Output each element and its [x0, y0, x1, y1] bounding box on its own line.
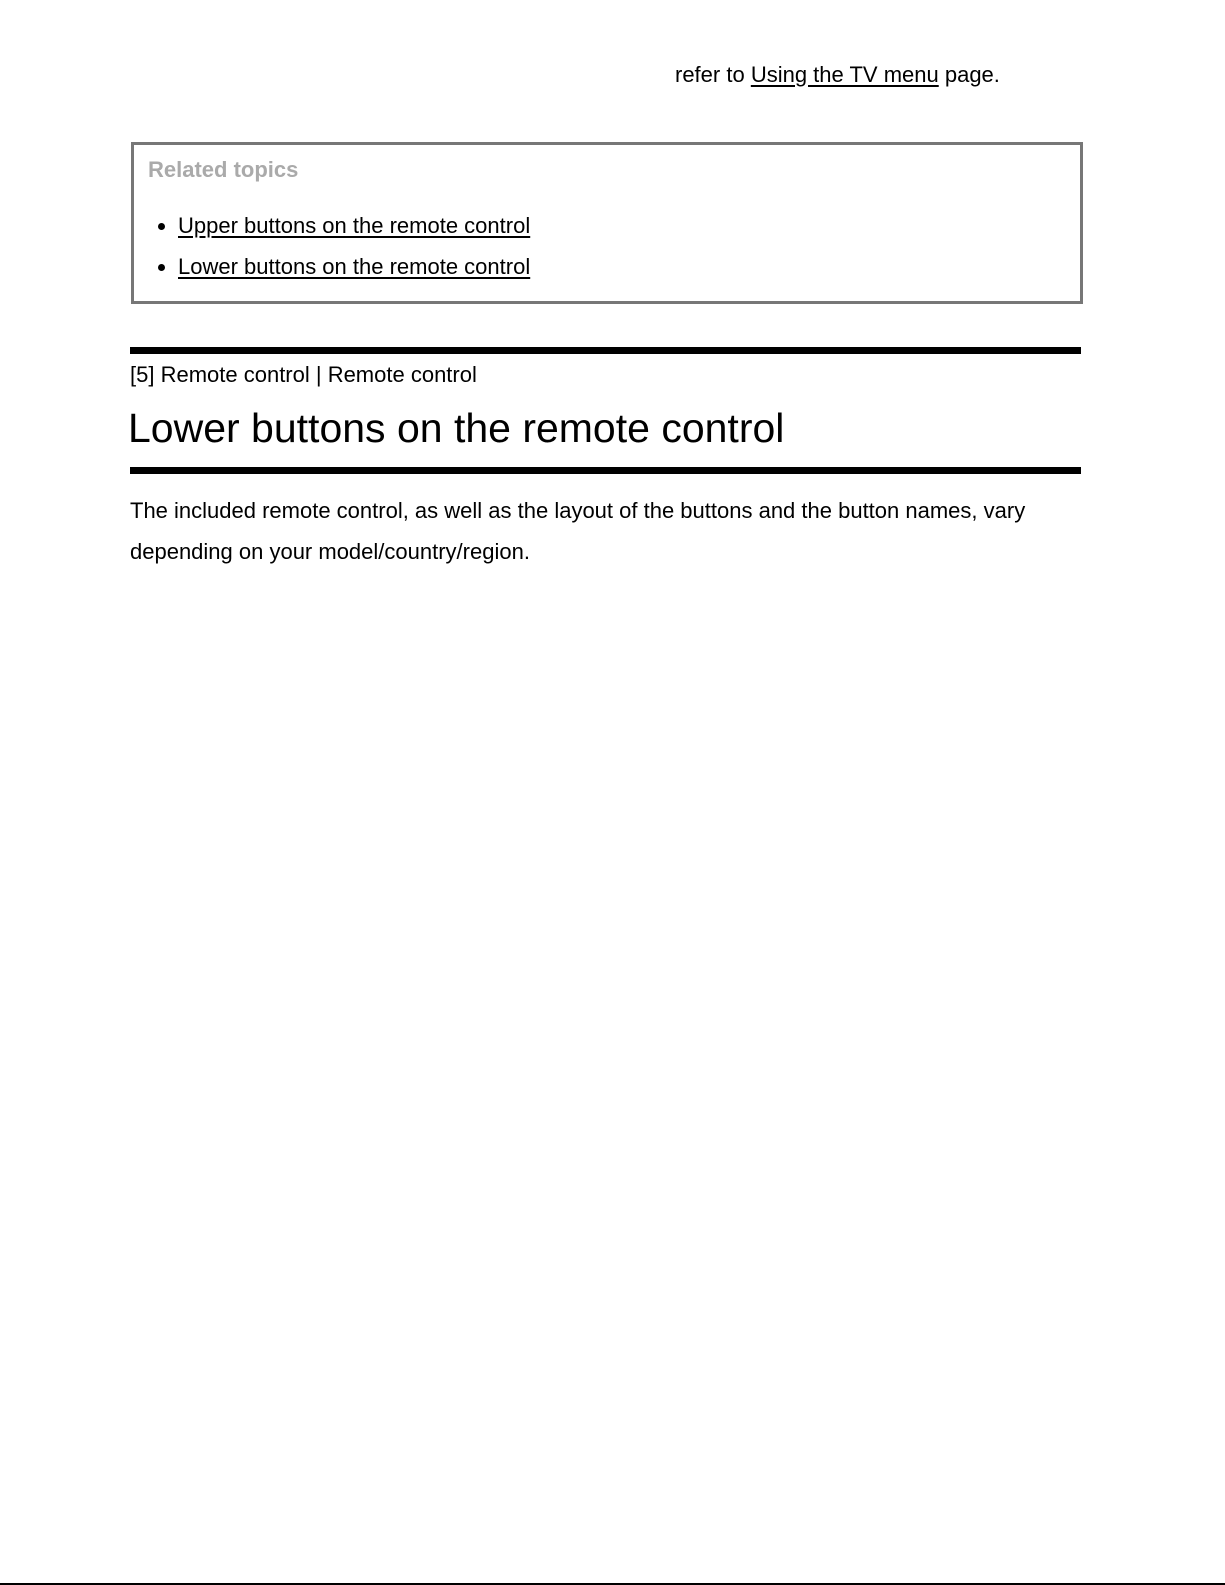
- section-bottom-rule: [130, 467, 1081, 474]
- lower-buttons-link[interactable]: Lower buttons on the remote control: [178, 254, 531, 279]
- using-tv-menu-link[interactable]: Using the TV menu: [750, 62, 939, 87]
- related-topic-item: [178, 209, 530, 250]
- continued-text-prefix: refer to: [675, 62, 751, 87]
- upper-buttons-link[interactable]: Upper buttons on the remote control: [178, 213, 531, 238]
- related-topics-list: [134, 209, 530, 291]
- breadcrumb: [5] Remote control | Remote control: [130, 362, 477, 387]
- page-title: Lower buttons on the remote control: [128, 405, 785, 451]
- intro-paragraph: The included remote control, as well as the layout of the buttons and the button names, vary depending on your model/country/region.: [130, 498, 1026, 564]
- continued-text-line: [675, 58, 1000, 92]
- related-topics-heading: Related topics: [148, 157, 299, 182]
- section-top-rule: [130, 347, 1081, 354]
- related-topic-item: [178, 250, 530, 291]
- related-topics-box: [131, 142, 1083, 304]
- continued-text-suffix: page.: [938, 62, 1000, 87]
